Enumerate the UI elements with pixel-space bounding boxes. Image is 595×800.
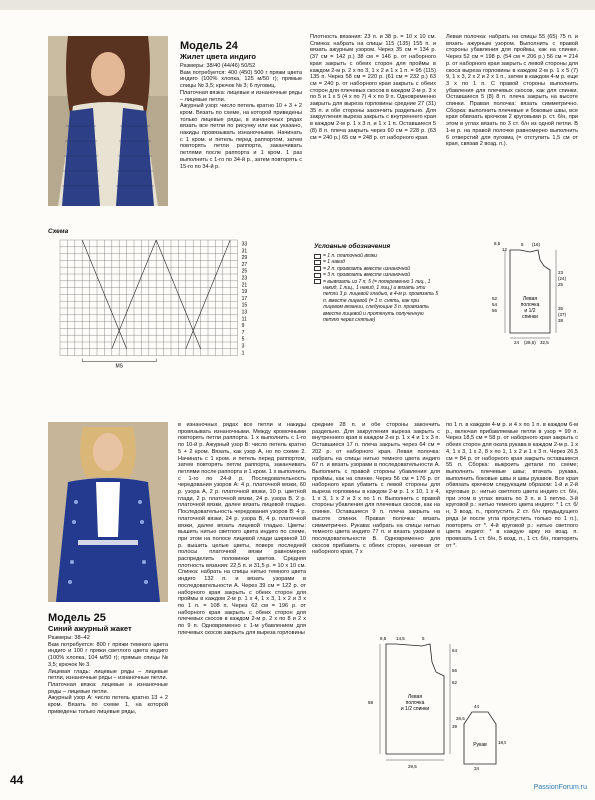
measure: (37) [558,312,567,317]
schema-row-number: 7 [241,329,245,336]
svg-text:и 1/2: и 1/2 [524,308,536,314]
schema-row-number: 1 [241,350,245,357]
k2tog-symbol-icon [314,266,321,271]
schema-row-number: 15 [241,302,248,309]
measure: 39 [452,724,458,729]
model25-lace-a: Ажурный узор А: число петель кратно 13 + 2 кром. Вязать по схеме 1, на которой приведены только лицевые ряды, [48,695,168,715]
model25-stockinette: Лицевая гладь: лицевые ряды – лицевые петли, изнаночные ряды – изнаночные петли. [48,668,168,682]
schema-row-number: 5 [241,336,245,343]
legend-item: = 2 п. провязать вместе изнаночной [314,266,440,272]
schema-row-number: 29 [241,255,248,262]
model24-lace: Ажурный узор: число петель кратно 10 + 3 + 2 кром. Вязать по схеме, на которой приведены только лицевые ряды, в изнаночных рядах вязать все петли по рисунку или как указано, накиды провязывать изнаночными. Начинать с 1 кром. и петель перед раппортом, затем повторять петли раппорта, заканчивать петлями после раппорта и 1 кром. 1 раз выполнить с 1-го по 34-й р., затем повторять с 15-го по 34-й р. [180,103,302,170]
legend-item: = 1 накид [314,259,440,265]
k3tog-symbol-icon [314,273,321,278]
schema-grid [60,240,238,356]
yarn-over-symbol-icon [314,260,321,265]
model25-col2: в изнаночных рядах все петли и накиды провязывать изнаночными. Между кромочными повторять петли раппорта. 1 х выполнить с 1-го по 10-й р. Ажурный узор В: число петель кратно 5 + 2 кром. Вязать, как узор А, но по схеме 2. Начинать с 1 кром. и петель перед раппортом, затем повторять петли раппорта, заканчивать петлями после раппорта и 1 кром. 1 х выполнить с 1-го по 24-й р. Последовательность чередования узоров А: 4 р. платочной вязки, 60 р. узора А, 2 р. платочной вязки, 10 р. цветной глади, 2 р. платочной вязки, 24 р. узора В, 2 р. платочной вязки, далее вязать лицевой гладью. Последовательность чередования узоров В: 4 р. платочной вязки, 24 р. узора В, 4 р. платочной вязки, далее вязать лицевой гладью. Цветы: вышить нитью светлого цвета индиго по схеме, при этом на полосе лицевой глади шириной 10 р. вышить целые цветы, поверх последней полосы платочной вязки равномерно распределить половинки цветов. Средняя плотность вязания: 22,5 п. и 31,5 р. = 10 х 10 см. Спинка: набрать на спицы нитью темного цвета индиго 132 п. и вязать узорами в последовательности А. Через 39 см = 122 р. от наборного края закрыть с обеих сторон для проймы в каждом 2-м р. 1 х 4, 1 х 3, 1 х 2 и 3 х по 1 п. = 108 п. Через 62 см = 196 р. от наборного края закрыть с обеих сторон для плечевых скосов в каждом 2-м р. 2 х по 8 и 2 х по 9 п. Одновременно с 1-м убавлением для плечевых скосов закрыть для выреза горловины [178,422,306,636]
pattern25-sleeve-outline [464,712,496,764]
model24-col2: Плотность вязания: 23 п. и 38 р. = 10 х 10 см. Спинка: набрать на спицы 115 (135) 155 п. и вязать ажурным узором. Через 35 см = 134 р. (37 см = 142 р.) 38 см = 146 р. от наборного края закрыть с обеих сторон для проймы в каждом 2-м р. 2 х по 3, 1 х 2 и 1 х 1 п. = 95 (115) 135 п. Через 58 см = 220 р. (61 см = 232 р.) 63 см = 240 р. от наборного края закрыть с обеих сторон для плечевых скосов в каждом 2-м р. 3 х по 5 и 1 х 5 (4 х по 7) 4 х по 9 п. Одновременно закрыть для выреза горловины средние 27 (31) 35 п. и обе стороны закончить раздельно. Для закругления выреза закрыть с внутреннего края в каждом 2-м р. 1 х 3 п. и 1 х 1 п. Оставшиеся 5 (8) 8 п. плеча закрыть через 60 см = 228 р. (63 см = 240 р.) 65 см = 248 р. от наборного края. [310,34,436,141]
model25-col3: средние 28 п. и обе стороны закончить раздельно. Для закругления выреза закрыть с внутреннего края в каждом 2-м р. 1 х 4 и 1 х 3 п. Оставшиеся 17 п. плеча закрыть через 64 см = 202 р. от наборного края. Левая полочка: набрать на спицы нитью темного цвета индиго 67 п. и вязать узорами в последовательности А. Выполнить с правой стороны убавления для проймы, как на спинке. Через 56 см = 176 р. от наборного края убавить с левой стороны для выреза горловины в каждом 2-м р. 1 х 10, 1 х 4, 1 х 3, 1 х 2 и 3 х по 1 п. Выполнить с правой стороны убавления для плечевых скосов, как на спинке. Оставшиеся 9 п. плеча закрыть на высоте спинки. Правая полочка: вязать симметрично. Рукава: набрать на спицы нитью темного цвета индиго 77 п. и вязать узорами в последовательности В. Одновременно для скосов прибавить с обеих сторон, начиная от наборного края, 7 х [312,422,440,556]
model24-materials: Вам потребуется: 400 (450) 500 г пряжи цвета индиго (100% хлопка, 125 м/50 г); прямые спицы № 3,5; крючок № 3; 6 пуговиц. [180,69,302,90]
square-symbol-icon [314,254,321,259]
measure: 18,5 [498,740,506,745]
schema-row-number: 13 [241,309,248,316]
schema-row-number: 27 [241,261,248,268]
model25-title: Модель 25 [48,612,106,624]
repeat-bracket [82,359,156,362]
measure: 56 [452,668,458,673]
measure: 44 [474,704,480,709]
schema-row-number: 23 [241,275,248,282]
model24-photo [48,36,168,206]
measure: 14,5 [396,636,405,641]
measure: 5 [521,242,524,247]
page-number: 44 [10,773,24,787]
watermark: PassionForum.ru [533,784,587,791]
measure: 32,5 [540,340,549,345]
measure: 25 [558,282,564,287]
ms-label: MS [115,363,123,368]
model25-subtitle: Синий ажурный жакет [48,624,132,633]
pattern24-outline [510,250,550,333]
schema-row-number: 21 [241,282,248,289]
model24-subtitle: Жилет цвета индиго [180,52,257,61]
measure: 23 [558,270,564,275]
schema-row-number: 19 [241,289,248,296]
schema-row-number: 25 [241,268,248,275]
measure: 38 [558,318,564,323]
model25-garter: Платочная вязка: лицевые и изнаночные ряды – лицевые петли. [48,681,168,695]
svg-text:и 1/2 спинки: и 1/2 спинки [400,706,430,712]
measure: 35 [558,306,564,311]
model25-photo [48,422,168,602]
measure: 5 [422,636,425,641]
pattern24-diagram [472,238,582,346]
model24-col3: Левая полочка: набрать на спицы 55 (65) 75 п. и вязать ажурным узором. Выполнить с правой стороны убавления для проймы, как на спинке. Через 52 см = 198 р. (54 см = 206 р.) 56 см = 214 р. от наборного края закрыть с левой стороны для скоса выреза горловины в каждом 2-м р. 1 х 5 (7) 9, 1 х 3, 2 х 2 и 2 х 1 п., затем в каждом 4-м р. еще 3 х по 1 п. С правой стороны выполнить убавления для плечевых скосов, как для спинки. Оставшиеся 5 (8) 8 п. плеча закрыть на высоте спинки. Правая полочка: вязать симметрично. Сборка: выполнить плечевые и боковые швы, все края обвязать крючком 2 круговыми р. ст. б/н, при этом в углах вязать по 3 ст. б/н из одной петли. В 1-м р. на правой полочке равномерно выполнить 6 отверстий для пуговиц (= отступить 1,5 см от края, связав 2 возд. п.). [446,34,578,148]
schema-row-number: 33 [241,241,248,248]
measure: 29,5 [408,764,417,769]
legend-item: = 3 п. провязать вместе изнаночной [314,272,440,278]
measure: 54 [492,302,498,307]
svg-text:спинки: спинки [522,314,538,320]
svg-text:Левая: Левая [407,694,423,700]
measure: 34 [474,766,480,771]
measure: 58 [368,700,374,705]
model25-materials: Вам потребуется: 800 г пряжи темного цвета индиго и 100 г пряжи светлого цвета индиго (100% хлопка, 104 м/50 г); прямые спицы № 3,5; крючок № 3. [48,641,168,668]
model25-col4: по 1 п. в каждом 4-м р. и 4 х по 1 п. в каждом 6-м р., включая прибавляемые петли в узор = 99 п. Через 18,5 см = 58 р. от наборного края закрыть с обеих сторон для оката рукава в каждом 2-м р. 1 х 4, 1 х 3, 1 х 2, 8 х по 1, 1 х 2 и 1 х 3 п. Через 26,5 см = 84 р. от наборного края закрыть оставшиеся 55 п. Сборка: выкроить детали по схеме; выполнить плечевые швы; втачать рукава, выполнить боковые швы и швы рукавов. Все края обвязать крючком следующим образом: 1-й и 2-й круговые р.: нитью светлого цвета индиго ст. б/н, при этом в углах вязать по 3 п. в 1 петлю. 3-й круговой р.: нитью темного цвета индиго: * 1 ст. б/н, 3 возд. п., пропустить 2 ст. б/н предыдущего ряда (и после угла пропустить только по 1 п.), повторять от *. 4-й круговой р.: нитью светлого цвета индиго: * в каждую арку из возд. п. провязать 1 ст. б/н, 5 возд. п., 1 ст. б/н, повторять от *. [446,422,578,549]
schema-row-number: 3 [241,343,245,350]
pattern24-label-line1: Левая [522,296,538,302]
measure: (28,5) [524,340,536,345]
legend [314,243,440,363]
measure: 24 [514,340,520,345]
measure: (16) [532,242,541,247]
legend-item: = вывязать из 7 п. 5 (= попеременно 1 лиц., 1 накид, 1 лиц., 1 накид, 1 лиц.) и вязать эти петли 3 р. лицевой гладью, в 4-м р. провязать 5 п. вместе лицевой (= 1 п. снять, как при лицевом вязании, следующие 3 п. провязать вместе лицевой и протянуть полученную петлю через снятые) [314,279,440,324]
svg-text:полочка: полочка [405,700,425,706]
svg-text:полочка: полочка [520,302,540,308]
top-strip [0,0,595,10]
measure: 62 [452,680,458,685]
bobble-symbol-icon [314,279,321,284]
measure: 8,5 [494,241,501,246]
schema-row-number: 17 [241,295,248,302]
legend-item: = 1 п. платочной вязки [314,253,440,259]
pattern25-diagram [356,632,506,772]
model25-intro [48,612,168,762]
schema-row-number: 9 [241,323,245,330]
model24-title: Модель 24 [180,40,238,52]
measure: 12 [502,247,508,252]
model24-intro [180,40,302,212]
legend-title: Условные обозначения [314,243,391,250]
model24-sizes: Размеры: 38/40 (44/46) 50/52 [180,63,256,69]
schema-chart [58,238,258,368]
schema-title: Схема [48,228,69,235]
sleeve-label: Рукав [473,742,487,748]
measure: 56 [492,308,498,313]
schema-row-number: 11 [241,316,247,323]
schema-row-number: 31 [241,248,248,255]
measure: (24) [558,276,567,281]
model25-sizes: Размеры: 38–42 [48,635,90,641]
model24-garter: Платочная вязка: лицевые и изнаночные ряды – лицевые петли. [180,89,302,103]
measure: 26,5 [456,716,465,721]
measure: 52 [492,296,498,301]
measure: 9,5 [380,636,387,641]
measure: 64 [452,648,458,653]
